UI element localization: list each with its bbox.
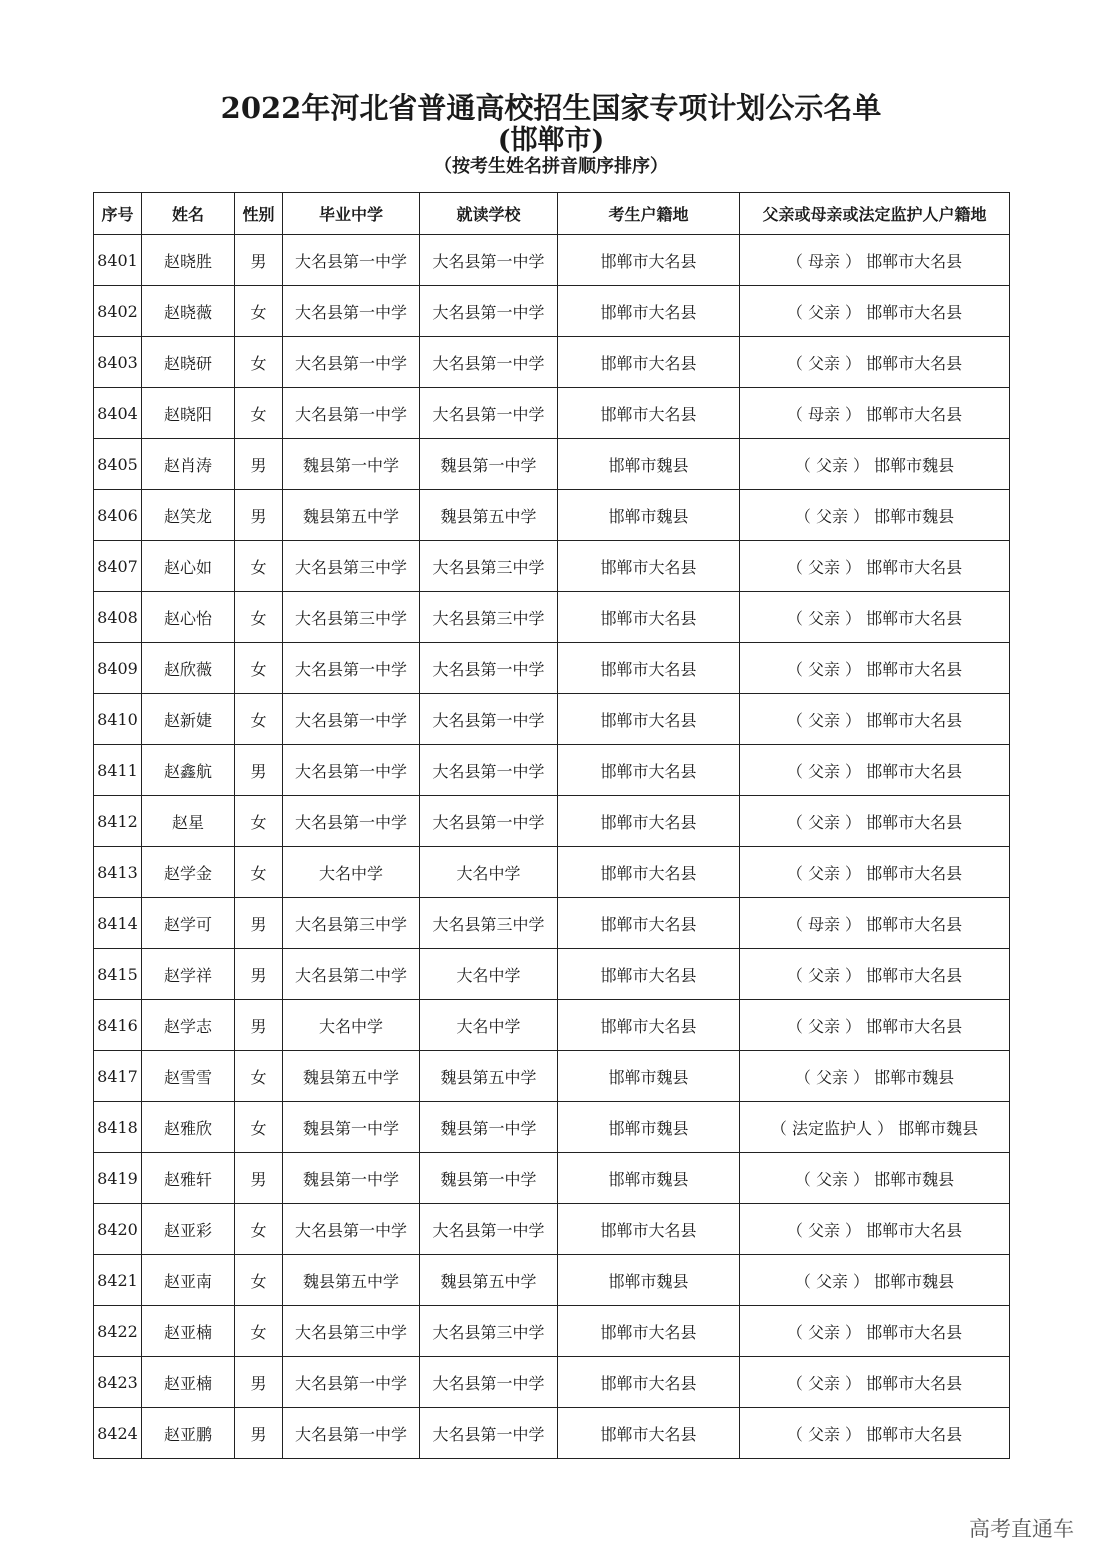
cell-gender: 男 (235, 490, 283, 541)
cell-guardian-hukou: （ 法定监护人 ） 邯郸市魏县 (740, 1102, 1010, 1153)
cell-gender: 女 (235, 847, 283, 898)
cell-guardian-hukou: （ 父亲 ） 邯郸市魏县 (740, 1153, 1010, 1204)
cell-name: 赵晓阳 (142, 388, 235, 439)
cell-gender: 女 (235, 337, 283, 388)
cell-student-hukou: 邯郸市魏县 (558, 1102, 740, 1153)
cell-current-school: 大名中学 (420, 847, 558, 898)
cell-guardian-hukou: （ 父亲 ） 邯郸市大名县 (740, 1000, 1010, 1051)
cell-guardian-hukou: （ 母亲 ） 邯郸市大名县 (740, 388, 1010, 439)
table-row (94, 1306, 1010, 1357)
cell-student-hukou: 邯郸市大名县 (558, 898, 740, 949)
cell-current-school: 大名县第三中学 (420, 1306, 558, 1357)
cell-seq: 8411 (94, 745, 142, 796)
cell-gender: 女 (235, 1306, 283, 1357)
sort-note: （按考生姓名拼音顺序排序） (434, 156, 668, 177)
cell-seq: 8417 (94, 1051, 142, 1102)
header-seq: 序号 (94, 193, 142, 235)
cell-name: 赵学金 (142, 847, 235, 898)
header-gender: 性别 (235, 193, 283, 235)
cell-graduated-school: 魏县第五中学 (283, 1051, 420, 1102)
cell-current-school: 大名县第一中学 (420, 745, 558, 796)
cell-current-school: 大名县第三中学 (420, 541, 558, 592)
cell-seq: 8415 (94, 949, 142, 1000)
cell-current-school: 大名县第一中学 (420, 643, 558, 694)
cell-current-school: 魏县第一中学 (420, 439, 558, 490)
cell-seq: 8404 (94, 388, 142, 439)
cell-gender: 男 (235, 439, 283, 490)
cell-name: 赵星 (142, 796, 235, 847)
cell-name: 赵亚楠 (142, 1306, 235, 1357)
cell-name: 赵心怡 (142, 592, 235, 643)
cell-guardian-hukou: （ 父亲 ） 邯郸市魏县 (740, 1255, 1010, 1306)
table-row (94, 796, 1010, 847)
cell-gender: 女 (235, 1051, 283, 1102)
cell-seq: 8408 (94, 592, 142, 643)
cell-graduated-school: 魏县第五中学 (283, 1255, 420, 1306)
cell-seq: 8405 (94, 439, 142, 490)
roster-table (93, 192, 1010, 1459)
cell-graduated-school: 大名县第一中学 (283, 796, 420, 847)
table-row (94, 1408, 1010, 1459)
cell-seq: 8418 (94, 1102, 142, 1153)
cell-gender: 男 (235, 1408, 283, 1459)
cell-graduated-school: 大名县第三中学 (283, 898, 420, 949)
cell-student-hukou: 邯郸市大名县 (558, 1357, 740, 1408)
cell-seq: 8416 (94, 1000, 142, 1051)
cell-seq: 8413 (94, 847, 142, 898)
cell-gender: 男 (235, 1357, 283, 1408)
header-row (94, 193, 1010, 235)
cell-current-school: 魏县第一中学 (420, 1153, 558, 1204)
cell-graduated-school: 魏县第一中学 (283, 439, 420, 490)
cell-graduated-school: 大名县第一中学 (283, 643, 420, 694)
cell-name: 赵新婕 (142, 694, 235, 745)
cell-gender: 女 (235, 1255, 283, 1306)
cell-guardian-hukou: （ 父亲 ） 邯郸市大名县 (740, 1306, 1010, 1357)
header-student-hukou: 考生户籍地 (558, 193, 740, 235)
cell-current-school: 大名县第三中学 (420, 898, 558, 949)
cell-seq: 8406 (94, 490, 142, 541)
cell-student-hukou: 邯郸市大名县 (558, 235, 740, 286)
cell-name: 赵雅欣 (142, 1102, 235, 1153)
cell-current-school: 魏县第五中学 (420, 1255, 558, 1306)
cell-student-hukou: 邯郸市大名县 (558, 592, 740, 643)
cell-guardian-hukou: （ 父亲 ） 邯郸市大名县 (740, 796, 1010, 847)
cell-graduated-school: 大名县第三中学 (283, 592, 420, 643)
table-row (94, 337, 1010, 388)
cell-seq: 8420 (94, 1204, 142, 1255)
cell-graduated-school: 大名县第一中学 (283, 745, 420, 796)
header-name: 姓名 (142, 193, 235, 235)
cell-seq: 8402 (94, 286, 142, 337)
cell-name: 赵笑龙 (142, 490, 235, 541)
table-row (94, 694, 1010, 745)
cell-guardian-hukou: （ 父亲 ） 邯郸市大名县 (740, 745, 1010, 796)
document-title: 2022年河北省普通高校招生国家专项计划公示名单 (220, 91, 882, 125)
cell-student-hukou: 邯郸市大名县 (558, 847, 740, 898)
cell-seq: 8422 (94, 1306, 142, 1357)
table-row (94, 439, 1010, 490)
roster-body (94, 235, 1010, 1459)
cell-gender: 男 (235, 898, 283, 949)
cell-guardian-hukou: （ 父亲 ） 邯郸市大名县 (740, 1357, 1010, 1408)
cell-graduated-school: 大名县第三中学 (283, 1306, 420, 1357)
cell-student-hukou: 邯郸市大名县 (558, 1204, 740, 1255)
watermark: 高考直通车 (969, 1517, 1074, 1541)
cell-name: 赵欣薇 (142, 643, 235, 694)
table-row (94, 1204, 1010, 1255)
cell-gender: 女 (235, 643, 283, 694)
cell-gender: 女 (235, 388, 283, 439)
cell-name: 赵晓研 (142, 337, 235, 388)
cell-guardian-hukou: （ 父亲 ） 邯郸市魏县 (740, 439, 1010, 490)
cell-student-hukou: 邯郸市大名县 (558, 796, 740, 847)
cell-gender: 女 (235, 286, 283, 337)
cell-name: 赵亚彩 (142, 1204, 235, 1255)
cell-seq: 8412 (94, 796, 142, 847)
table-row (94, 898, 1010, 949)
cell-seq: 8419 (94, 1153, 142, 1204)
cell-graduated-school: 大名县第一中学 (283, 286, 420, 337)
cell-guardian-hukou: （ 母亲 ） 邯郸市大名县 (740, 235, 1010, 286)
cell-graduated-school: 魏县第一中学 (283, 1153, 420, 1204)
cell-current-school: 大名县第三中学 (420, 592, 558, 643)
cell-gender: 男 (235, 949, 283, 1000)
cell-student-hukou: 邯郸市大名县 (558, 1000, 740, 1051)
cell-graduated-school: 大名县第三中学 (283, 541, 420, 592)
cell-student-hukou: 邯郸市魏县 (558, 1255, 740, 1306)
cell-current-school: 大名县第一中学 (420, 1408, 558, 1459)
cell-name: 赵晓胜 (142, 235, 235, 286)
cell-seq: 8409 (94, 643, 142, 694)
cell-current-school: 大名县第一中学 (420, 235, 558, 286)
cell-student-hukou: 邯郸市大名县 (558, 694, 740, 745)
cell-name: 赵亚鹏 (142, 1408, 235, 1459)
header-guardian-hukou: 父亲或母亲或法定监护人户籍地 (740, 193, 1010, 235)
cell-graduated-school: 大名县第二中学 (283, 949, 420, 1000)
cell-name: 赵鑫航 (142, 745, 235, 796)
table-row (94, 286, 1010, 337)
cell-seq: 8410 (94, 694, 142, 745)
cell-current-school: 大名县第一中学 (420, 337, 558, 388)
cell-student-hukou: 邯郸市魏县 (558, 439, 740, 490)
cell-gender: 男 (235, 745, 283, 796)
cell-current-school: 大名县第一中学 (420, 1204, 558, 1255)
cell-guardian-hukou: （ 父亲 ） 邯郸市魏县 (740, 490, 1010, 541)
cell-gender: 女 (235, 541, 283, 592)
cell-guardian-hukou: （ 母亲 ） 邯郸市大名县 (740, 898, 1010, 949)
cell-current-school: 魏县第五中学 (420, 490, 558, 541)
cell-guardian-hukou: （ 父亲 ） 邯郸市大名县 (740, 847, 1010, 898)
cell-student-hukou: 邯郸市魏县 (558, 1051, 740, 1102)
cell-seq: 8421 (94, 1255, 142, 1306)
table-row (94, 745, 1010, 796)
cell-seq: 8424 (94, 1408, 142, 1459)
cell-student-hukou: 邯郸市大名县 (558, 643, 740, 694)
table-row (94, 1102, 1010, 1153)
cell-guardian-hukou: （ 父亲 ） 邯郸市大名县 (740, 1408, 1010, 1459)
table-row (94, 388, 1010, 439)
table-row (94, 1153, 1010, 1204)
cell-graduated-school: 大名县第一中学 (283, 337, 420, 388)
cell-gender: 男 (235, 1153, 283, 1204)
cell-guardian-hukou: （ 父亲 ） 邯郸市大名县 (740, 949, 1010, 1000)
table-row (94, 1255, 1010, 1306)
cell-current-school: 大名县第一中学 (420, 286, 558, 337)
cell-gender: 男 (235, 235, 283, 286)
cell-guardian-hukou: （ 父亲 ） 邯郸市大名县 (740, 643, 1010, 694)
cell-gender: 男 (235, 1000, 283, 1051)
cell-guardian-hukou: （ 父亲 ） 邯郸市大名县 (740, 541, 1010, 592)
table-row (94, 1357, 1010, 1408)
cell-gender: 女 (235, 1102, 283, 1153)
cell-student-hukou: 邯郸市大名县 (558, 1408, 740, 1459)
cell-current-school: 大名县第一中学 (420, 388, 558, 439)
cell-current-school: 魏县第五中学 (420, 1051, 558, 1102)
cell-gender: 女 (235, 796, 283, 847)
table-row (94, 949, 1010, 1000)
document-city: (邯郸市) (497, 125, 605, 156)
cell-current-school: 大名中学 (420, 1000, 558, 1051)
cell-gender: 女 (235, 1204, 283, 1255)
table-row (94, 847, 1010, 898)
cell-name: 赵雅轩 (142, 1153, 235, 1204)
cell-graduated-school: 大名中学 (283, 1000, 420, 1051)
cell-graduated-school: 大名县第一中学 (283, 235, 420, 286)
cell-student-hukou: 邯郸市大名县 (558, 949, 740, 1000)
cell-graduated-school: 大名中学 (283, 847, 420, 898)
cell-student-hukou: 邯郸市大名县 (558, 337, 740, 388)
cell-graduated-school: 大名县第一中学 (283, 1204, 420, 1255)
cell-gender: 女 (235, 694, 283, 745)
cell-name: 赵学志 (142, 1000, 235, 1051)
cell-student-hukou: 邯郸市大名县 (558, 388, 740, 439)
cell-name: 赵学祥 (142, 949, 235, 1000)
cell-student-hukou: 邯郸市大名县 (558, 745, 740, 796)
cell-current-school: 大名县第一中学 (420, 694, 558, 745)
cell-student-hukou: 邯郸市大名县 (558, 1306, 740, 1357)
cell-graduated-school: 魏县第一中学 (283, 1102, 420, 1153)
cell-seq: 8401 (94, 235, 142, 286)
cell-name: 赵雪雪 (142, 1051, 235, 1102)
cell-guardian-hukou: （ 父亲 ） 邯郸市大名县 (740, 1204, 1010, 1255)
table-row (94, 1000, 1010, 1051)
table-row (94, 235, 1010, 286)
cell-name: 赵肖涛 (142, 439, 235, 490)
cell-student-hukou: 邯郸市大名县 (558, 541, 740, 592)
cell-name: 赵学可 (142, 898, 235, 949)
cell-graduated-school: 魏县第五中学 (283, 490, 420, 541)
cell-seq: 8407 (94, 541, 142, 592)
table-row (94, 541, 1010, 592)
cell-current-school: 大名县第一中学 (420, 796, 558, 847)
cell-student-hukou: 邯郸市魏县 (558, 1153, 740, 1204)
header-current-school: 就读学校 (420, 193, 558, 235)
cell-current-school: 大名县第一中学 (420, 1357, 558, 1408)
cell-name: 赵心如 (142, 541, 235, 592)
cell-graduated-school: 大名县第一中学 (283, 1408, 420, 1459)
table-row (94, 592, 1010, 643)
cell-graduated-school: 大名县第一中学 (283, 1357, 420, 1408)
cell-guardian-hukou: （ 父亲 ） 邯郸市魏县 (740, 1051, 1010, 1102)
cell-guardian-hukou: （ 父亲 ） 邯郸市大名县 (740, 694, 1010, 745)
cell-student-hukou: 邯郸市大名县 (558, 286, 740, 337)
table-row (94, 1051, 1010, 1102)
cell-seq: 8414 (94, 898, 142, 949)
table-row (94, 490, 1010, 541)
cell-name: 赵晓薇 (142, 286, 235, 337)
cell-guardian-hukou: （ 父亲 ） 邯郸市大名县 (740, 592, 1010, 643)
cell-graduated-school: 大名县第一中学 (283, 388, 420, 439)
cell-name: 赵亚南 (142, 1255, 235, 1306)
cell-graduated-school: 大名县第一中学 (283, 694, 420, 745)
cell-current-school: 魏县第一中学 (420, 1102, 558, 1153)
cell-student-hukou: 邯郸市魏县 (558, 490, 740, 541)
cell-seq: 8403 (94, 337, 142, 388)
cell-guardian-hukou: （ 父亲 ） 邯郸市大名县 (740, 286, 1010, 337)
cell-gender: 女 (235, 592, 283, 643)
header-graduated-school: 毕业中学 (283, 193, 420, 235)
cell-current-school: 大名中学 (420, 949, 558, 1000)
cell-seq: 8423 (94, 1357, 142, 1408)
cell-guardian-hukou: （ 父亲 ） 邯郸市大名县 (740, 337, 1010, 388)
table-row (94, 643, 1010, 694)
cell-name: 赵亚楠 (142, 1357, 235, 1408)
